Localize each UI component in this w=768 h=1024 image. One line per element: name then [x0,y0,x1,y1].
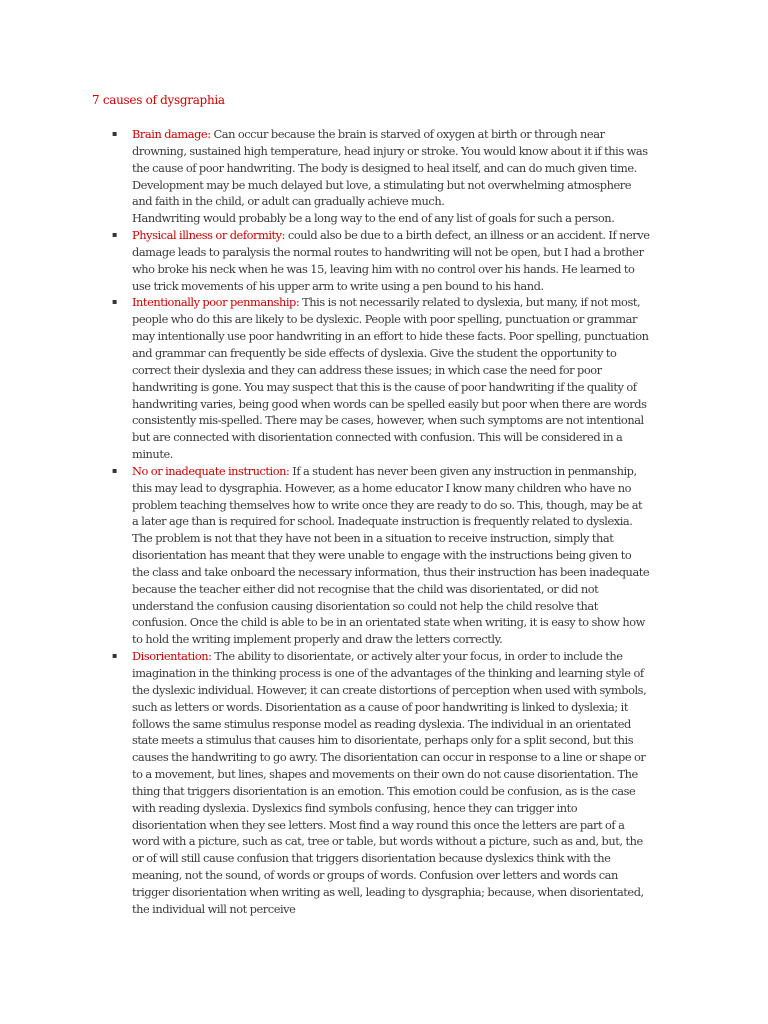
cause-text: This is not necessarily related to dyslexia, but many, if not most, people who do this are likely to be dyslexic. People with poor spelling, punctuation or grammar may intentionally use poor handwriting in an effort to hide these facts. Poor spelling, punctuation and grammar can frequently be side effects of dyslexia. Give the student the opportunity to correct their dyslexia and they can address these issues; in which case the need for poor handwriting is gone. You may suspect that this is the cause of poor handwriting if the quality of handwriting varies, being good when words can be spelled easily but poor when there are words consistently mis-spelled. There may be cases, however, when such symptoms are not intentional but are connected with disorientation connected with confusion. This will be considered in a minute. [132,295,649,462]
cause-text: could also be due to a birth defect, an illness or an accident. If nerve damage leads to paralysis the normal routes to handwriting will not be open, but I had a brother who broke his neck when he was 15, leaving him with no control over his hands. He learned to use trick movements of his upper arm to write using a pen bound to his hand. [132,228,650,293]
cause-text: Can occur because the brain is starved of oxygen at birth or through near drowning, sustained high temperature, head injury or stroke. You would know about it if this was the cause of poor handwriting. The body is designed to heal itself, and can do much given time. Development may be much delayed but love, a stimulating but not overwhelming atmosphere and faith in the child, or adult can gradually achieve much. [132,127,648,209]
cause-text: The ability to disorientate, or actively alter your focus, in order to include the imagination in the thinking process is one of the advantages of the thinking and learning style of the dyslexic individual. However, it can create distortions of perception when used with symbols, such as letters or words. Disorientation as a cause of poor handwriting is linked to dyslexia; it follows the same stimulus response model as reading dyslexia. The individual in an orientated state meets a stimulus that causes him to disorientate, perhaps only for a split second, but this causes the handwriting to go awry. The disorientation can occur in response to a line or shape or to a movement, but lines, shapes and movements on their own do not cause disorientation. The thing that triggers disorientation is an emotion. This emotion could be confusion, as is the case with reading dyslexia. Dyslexics find symbols confusing, hence they can trigger into disorientation when they see letters. Most find a way round this once the letters are part of a word with a picture, such as cat, tree or table, but words without a picture, such as and, but, the or of will still cause confusion that triggers disorientation because dyslexics think with the meaning, not the sound, of words or groups of words. Confusion over letters and words can trigger disorientation when writing as well, leading to dysgraphia; because, when disorientated, the individual will not perceive [132,649,647,916]
bullet-icon: ▪ [112,129,117,138]
list-item-inadequate-instruction [112,463,650,648]
document-title: 7 causes of dysgraphia [92,93,225,107]
cause-heading: Intentionally poor penmanship: [132,295,300,310]
cause-heading: Disorientation: [132,649,212,664]
cause-heading: Brain damage: [132,127,211,141]
list-item-brain-damage [112,126,650,227]
causes-list [112,126,650,918]
cause-heading: No or inadequate instruction: [132,463,290,478]
list-item-physical-illness [112,227,650,294]
cause-heading: Physical illness or deformity: [132,228,286,243]
bullet-icon: ▪ [112,297,117,307]
list-item-disorientation [112,648,650,918]
cause-text: If a student has never been given any instruction in penmanship, this may lead to dysgraphia. However, as a home educator I know many children who have no problem teaching themselves how to write once they are ready to do so. This, though, may be at a later age than is required for school. Inadequate instruction is frequently related to dyslexia. The problem is not that they have not been in a situation to receive instruction, simply that disorientation has meant that they were unable to engage with the instructions being given to the class and take onboard the necessary information, thus their instruction has been inadequate because the teacher either did not recognise that the child was disorientated, or did not understand the confusion causing disorientation so could not help the child resolve that confusion. Once the child is able to be in an orientated state when writing, it is easy to show how to hold the writing implement properly and draw the letters correctly. [132,463,650,647]
bullet-icon: ▪ [112,651,117,661]
cause-extra-text: Handwriting would probably be a long way to the end of any list of goals for such a person. [132,211,615,226]
bullet-icon: ▪ [112,230,117,240]
list-item-poor-penmanship [112,294,650,462]
bullet-icon: ▪ [112,465,117,475]
